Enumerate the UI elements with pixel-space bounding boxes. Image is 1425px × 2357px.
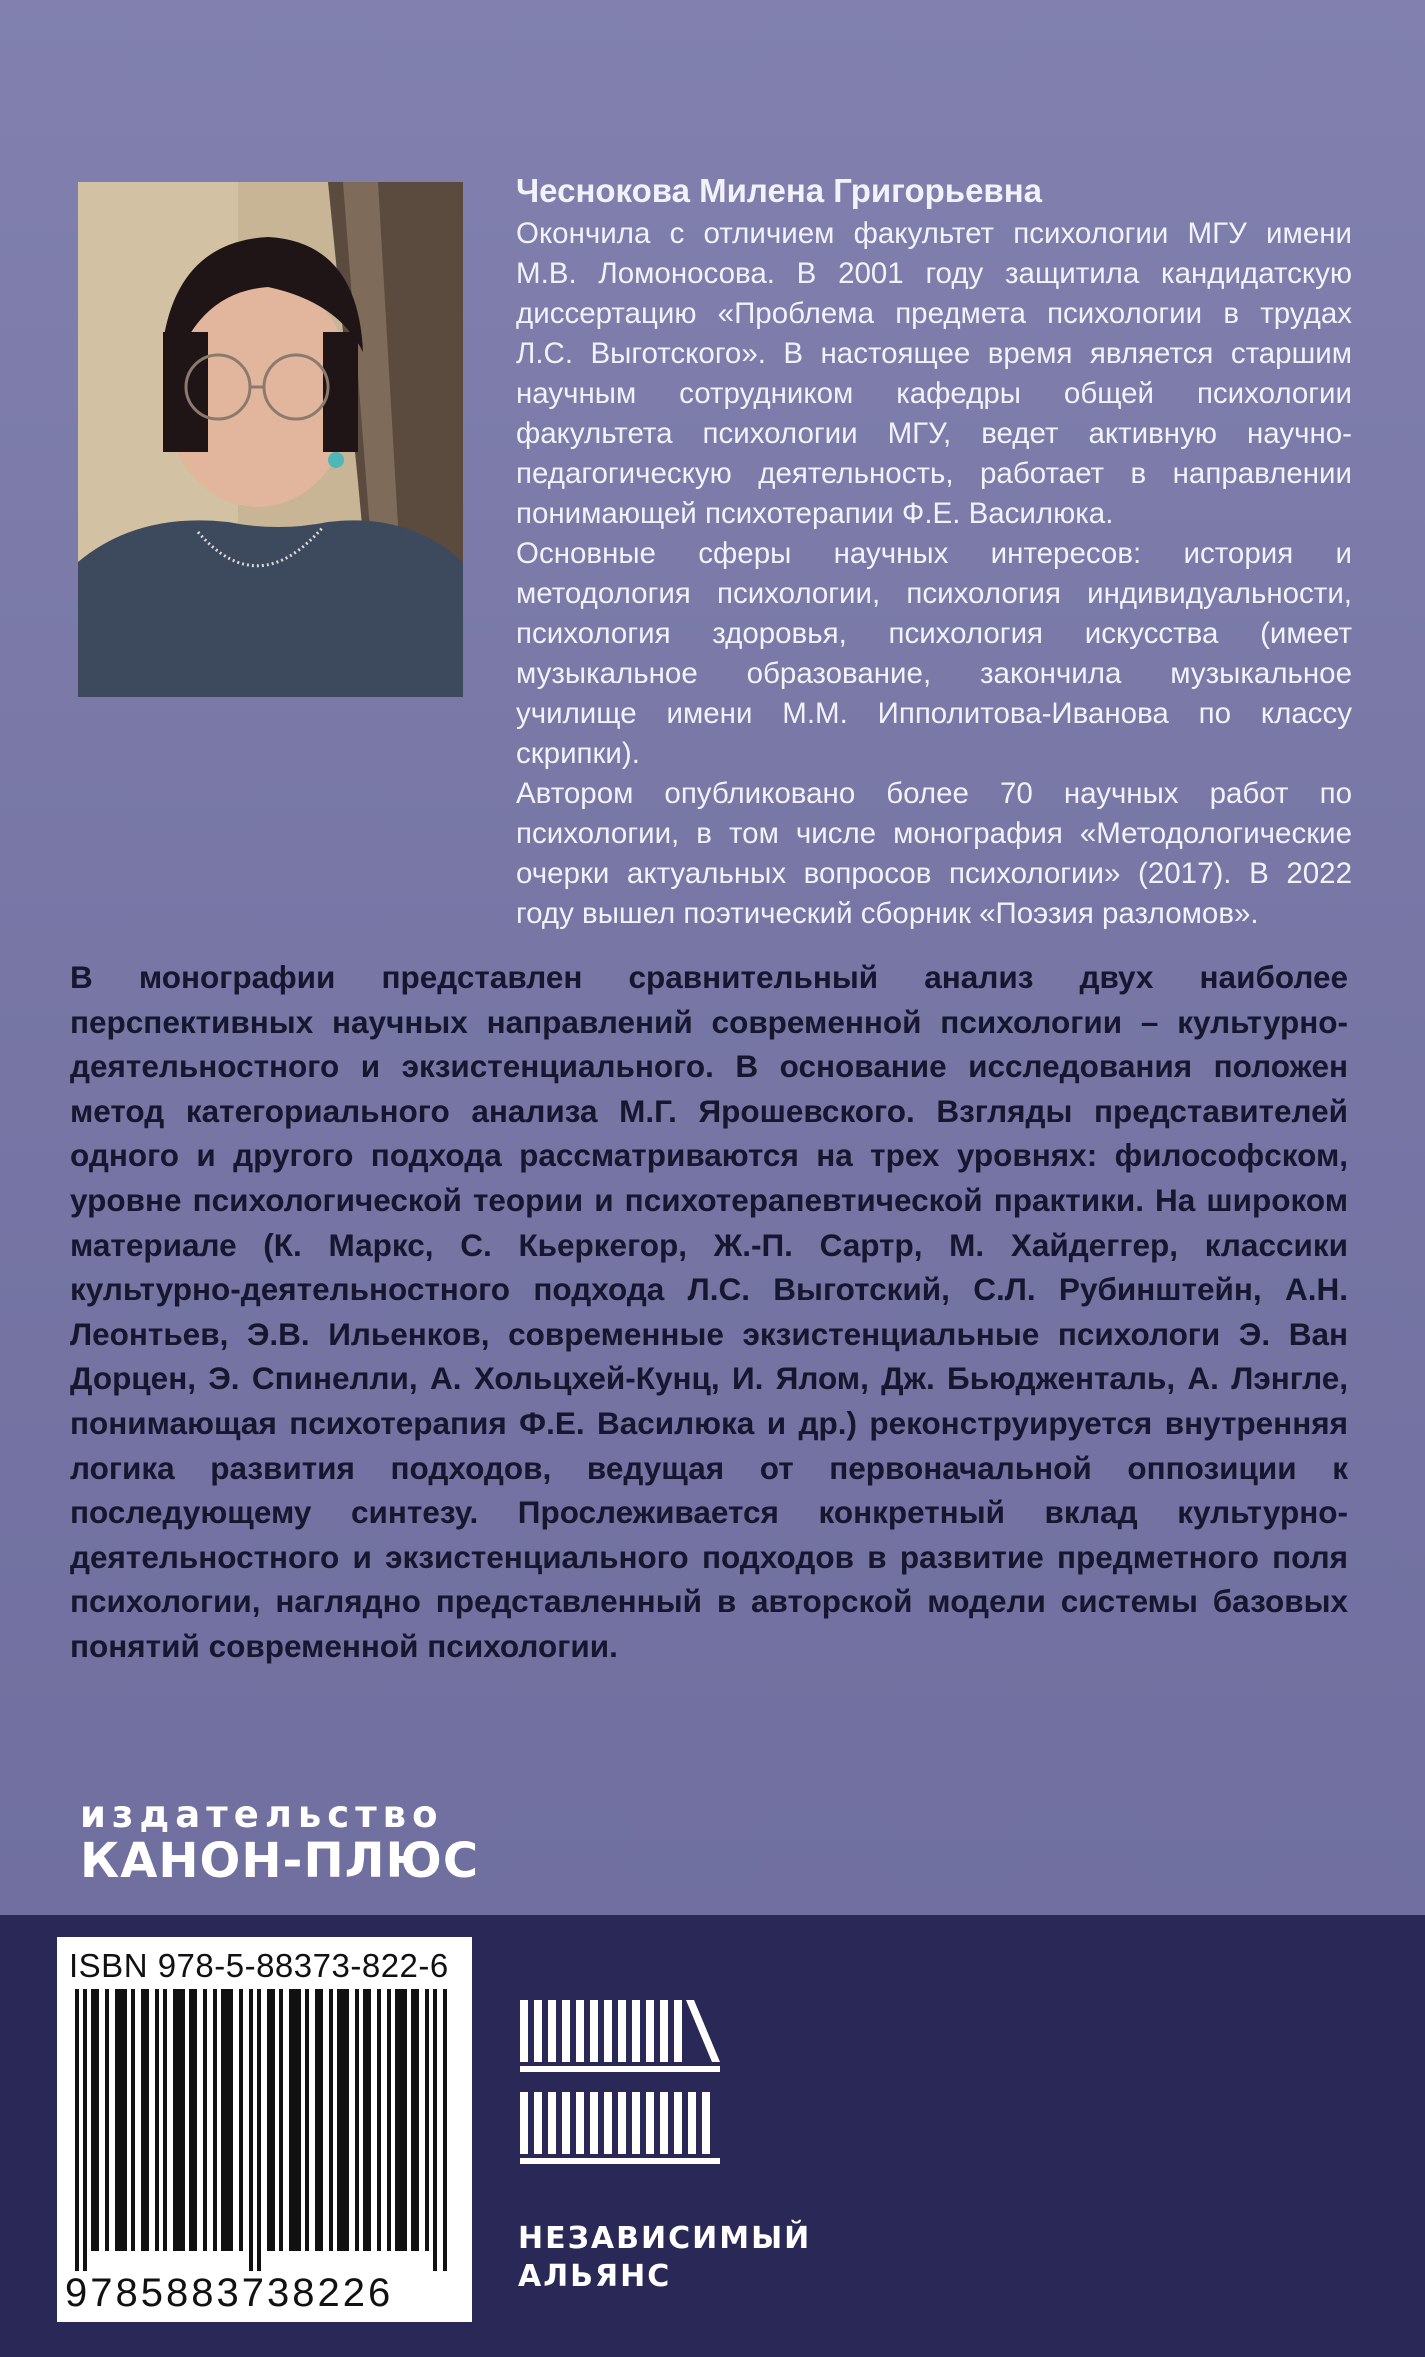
- publisher-logo: [80, 1795, 479, 1887]
- alliance-line2: АЛЬЯНС: [518, 2259, 672, 2294]
- barcode: [57, 1937, 472, 2322]
- barcode-bars: [71, 1989, 459, 2271]
- summary-text: В монографии представлен сравнительный анализ двух наиболее перспективных научных направлений современной психологии – культурно-деятельностного и экзистенциального. В основание исследования положен метод категориального анализа М.Г. Ярошевского. Взгляды представителей одного и другого подхода рассматриваются на трех уровнях: философском, уровне психологической теории и психотерапевтической практики. На широком материале (К. Маркс, С. Кьеркегор, Ж.-П. Сартр, М. Хайдеггер, классики культурно-деятельностного подхода Л.С. Выготский, С.Л. Рубинштейн, А.Н. Леонтьев, Э.В. Ильенков, современные экзистенциальные психологи Э. Ван Дорцен, Э. Спинелли, А. Хольцхей-Кунц, И. Ялом, Дж. Бьюдженталь, А. Лэнгле, понимающая психотерапия Ф.Е. Василюка и др.) реконструируется внутренняя логика развития подходов, ведущая от первоначальной оппозиции к последующему синтезу. Прослеживается конкретный вклад культурно-деятельностного и экзистенциального подходов в развитие предметного поля психологии, наглядно представленный в авторской модели системы базовых понятий современной психологии.: [70, 959, 1348, 1664]
- bio-paragraph: Основные сферы научных интересов: история и методология психологии, психология индивидуальности, психология здоровья, психология искусства (имеет музыкальное образование, закончила музыкальное училище имени М.М. Ипполитова-Иванова по классу скрипки).: [516, 537, 1352, 770]
- bio-paragraph: Окончила с отличием факультет психологии МГУ имени М.В. Ломоносова. В 2001 году защитила кандидатскую диссертацию «Проблема предмета психологии в трудах Л.С. Выготского». В настоящее время является старшим научным сотрудником кафедры общей психологии факультета психологии МГУ, ведет активную научно-педагогическую деятельность, работает в направлении понимающей психотерапии Ф.Е. Василюка.: [516, 217, 1352, 530]
- alliance-line1: НЕЗАВИСИМЫЙ: [518, 2221, 812, 2256]
- alliance-logo-text: [518, 2220, 811, 2296]
- author-bio: [474, 170, 1352, 934]
- author-photo: [78, 182, 463, 697]
- isbn-label: ISBN 978-5-88373-822-6: [69, 1947, 449, 1984]
- publisher-name: КАНОН-ПЛЮС: [80, 1833, 480, 1889]
- barcode-digits: 9785883738226: [65, 2271, 394, 2315]
- publisher-prefix: издательство: [80, 1793, 444, 1836]
- author-name: Чеснокова Милена Григорьевна: [516, 172, 1043, 209]
- bookshelf-icon: [520, 2000, 740, 2200]
- bio-paragraph: Автором опубликовано более 70 научных работ по психологии, в том числе монография «Методологические очерки актуальных вопросов психологии» (2017). В 2022 году вышел поэтический сборник «Поэзия разломов».: [516, 777, 1352, 930]
- book-summary: [70, 955, 1348, 1669]
